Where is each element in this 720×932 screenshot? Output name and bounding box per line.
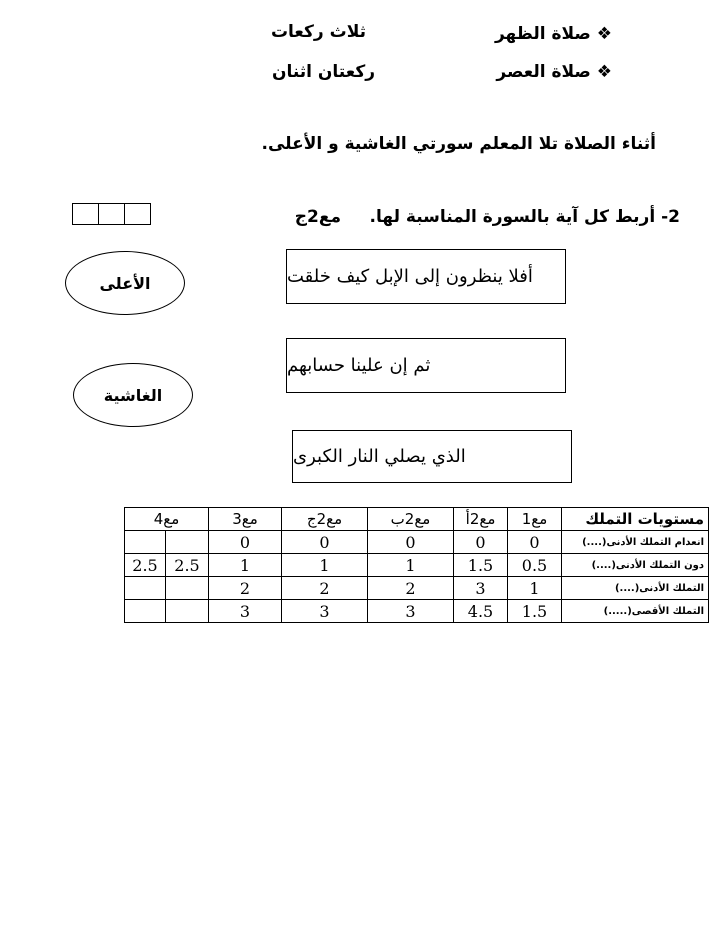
verse-text: الذي يصلي النار الكبرى xyxy=(293,446,466,467)
prayer-name: صلاة العصر xyxy=(496,62,591,82)
verse-text: أفلا ينظرون إلى الإبل كيف خلقت xyxy=(287,266,533,287)
table-row xyxy=(125,554,709,577)
surah-oval-ghashiya[interactable] xyxy=(73,363,193,427)
prayer-line-1 xyxy=(495,24,612,44)
table-cell xyxy=(125,531,166,554)
surah-name: الأعلى xyxy=(99,273,151,293)
table-cell xyxy=(125,600,166,623)
verse-box-2[interactable] xyxy=(286,338,566,393)
table-cell: 3 xyxy=(209,600,282,623)
table-cell: 0 xyxy=(368,531,454,554)
table-row xyxy=(125,531,709,554)
table-cell: 1 xyxy=(368,554,454,577)
prayer-line-2 xyxy=(496,62,612,82)
criterion-header: مع2ب xyxy=(368,508,454,531)
table-cell: 1 xyxy=(508,577,562,600)
diamond-bullet-icon: ❖ xyxy=(596,62,612,82)
table-row xyxy=(125,577,709,600)
table-cell xyxy=(166,577,209,600)
table-cell: 3 xyxy=(368,600,454,623)
statement-text: أثناء الصلاة تلا المعلم سورتي الغاشية و الأعلى. xyxy=(261,134,656,154)
table-cell: 0 xyxy=(282,531,368,554)
diamond-bullet-icon: ❖ xyxy=(596,24,612,44)
table-cell: 1.5 xyxy=(508,600,562,623)
score-boxes xyxy=(72,203,151,225)
table-cell: 0.5 xyxy=(508,554,562,577)
table-cell: 3 xyxy=(282,600,368,623)
score-cell[interactable] xyxy=(124,204,150,224)
verse-box-1[interactable] xyxy=(286,249,566,304)
level-label: انعدام التملك الأدنى(....) xyxy=(562,531,709,554)
table-cell: 0 xyxy=(454,531,508,554)
table-cell: 2 xyxy=(368,577,454,600)
table-cell: 0 xyxy=(508,531,562,554)
surah-oval-ala[interactable] xyxy=(65,251,185,315)
level-label: التملك الأقصى(.....) xyxy=(562,600,709,623)
table-cell: 4.5 xyxy=(454,600,508,623)
verse-box-3[interactable] xyxy=(292,430,572,483)
assessment-table xyxy=(124,507,709,623)
levels-header: مستويات التملك xyxy=(562,508,709,531)
criterion-header: مع2ج xyxy=(282,508,368,531)
question-2 xyxy=(370,207,680,227)
surah-name: الغاشية xyxy=(103,385,163,405)
table-header-row xyxy=(125,508,709,531)
table-cell xyxy=(125,577,166,600)
table-cell xyxy=(166,531,209,554)
table-cell: 2.5 xyxy=(125,554,166,577)
question-text: أربط كل آية بالسورة المناسبة لها. xyxy=(369,207,656,227)
criterion-header: مع2أ xyxy=(454,508,508,531)
prayer-name: صلاة الظهر xyxy=(494,24,591,44)
criterion-header: مع4 xyxy=(125,508,209,531)
table-cell: 2 xyxy=(209,577,282,600)
level-label: التملك الأدنى(....) xyxy=(562,577,709,600)
table-cell: 1 xyxy=(209,554,282,577)
table-cell: 2.5 xyxy=(166,554,209,577)
table-cell: 0 xyxy=(209,531,282,554)
question-number: 2- xyxy=(661,207,680,227)
verse-text: ثم إن علينا حسابهم xyxy=(287,355,431,376)
score-cell[interactable] xyxy=(73,204,98,224)
table-cell: 2 xyxy=(282,577,368,600)
table-cell: 1.5 xyxy=(454,554,508,577)
level-label: دون التملك الأدنى(....) xyxy=(562,554,709,577)
score-cell[interactable] xyxy=(98,204,124,224)
criterion-header: مع1 xyxy=(508,508,562,531)
table-cell: 3 xyxy=(454,577,508,600)
criterion-header: مع3 xyxy=(209,508,282,531)
table-row xyxy=(125,600,709,623)
table-cell xyxy=(166,600,209,623)
criterion-label: مع2ج xyxy=(294,207,341,227)
table-cell: 1 xyxy=(282,554,368,577)
prayer-rakaat: ركعتان اثنان xyxy=(271,62,375,82)
prayer-rakaat: ثلاث ركعات xyxy=(270,22,366,42)
